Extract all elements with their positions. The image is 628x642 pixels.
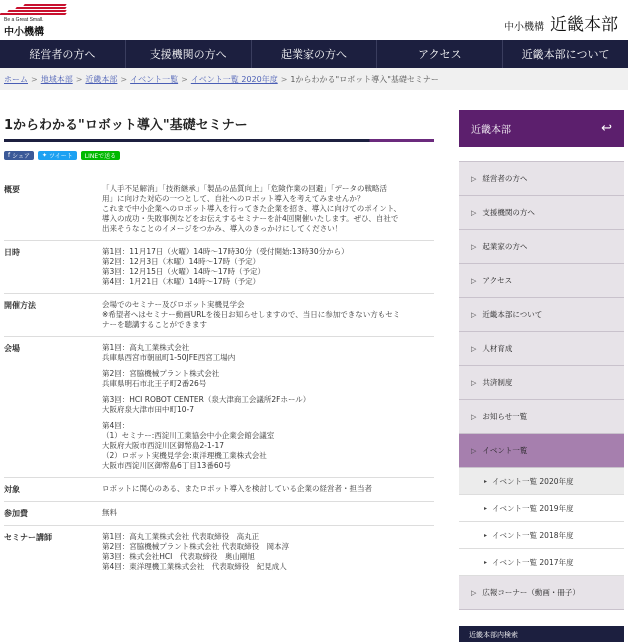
triangle-right-icon: ▷ <box>471 208 477 217</box>
breadcrumb-regional[interactable]: 地域本部 <box>40 74 73 84</box>
site-header <box>0 0 628 40</box>
info-line: 第1回：高丸工業株式会社 <box>102 343 190 352</box>
triangle-right-icon: ▷ <box>471 344 477 353</box>
breadcrumb-events[interactable]: イベント一覧 <box>130 74 179 84</box>
info-value <box>102 532 434 572</box>
sidebar-item-managers[interactable] <box>459 162 624 196</box>
sidebar-subitem-2020[interactable] <box>459 468 624 495</box>
info-line: 大阪府大阪市西淀川区御幣島2-1-17 <box>102 441 224 450</box>
breadcrumb-kinki[interactable]: 近畿本部 <box>85 74 118 84</box>
info-row-target <box>4 478 434 502</box>
sidebar-item-label: お知らせ一覧 <box>482 412 528 421</box>
info-row-method <box>4 294 434 337</box>
info-value <box>102 247 434 287</box>
global-nav <box>0 40 628 68</box>
site-logo[interactable] <box>4 4 74 38</box>
twitter-icon: ✦ <box>42 152 48 159</box>
info-line: 第1回：11月17日（火曜）14時〜17時30分（受付開始:13時30分から） <box>102 247 349 256</box>
info-value <box>102 343 434 471</box>
triangle-right-icon: ▷ <box>471 242 477 251</box>
info-label: 会場 <box>4 344 20 353</box>
info-line: 大阪市西淀川区御幣島6丁目13番60号 <box>102 461 231 470</box>
info-line: 第4回：東洋理機工業株式会社 代表取締役 紀見成人 <box>102 562 287 571</box>
sidebar-subitem-label: イベント一覧 2017年度 <box>492 557 574 567</box>
breadcrumb-separator: > <box>75 74 83 84</box>
info-row-fee <box>4 502 434 526</box>
breadcrumb-separator: > <box>280 74 288 84</box>
triangle-right-icon: ▷ <box>471 174 477 183</box>
facebook-share-label: シェア <box>12 153 31 160</box>
sidebar-subitem-label: イベント一覧 2020年度 <box>492 476 574 486</box>
info-line: 第4回：1月21日（木曜）14時〜17時（予定） <box>102 277 261 286</box>
info-line: 第3回：HCI ROBOT CENTER（泉大津商工会議所2Fホール） <box>102 395 311 404</box>
sidebar-subitem-2017[interactable] <box>459 549 624 576</box>
logo-stripes-icon <box>4 4 74 16</box>
sidebar-item-entrepreneurs[interactable] <box>459 230 624 264</box>
org-big: 近畿本部 <box>550 15 618 35</box>
sidebar-item-label: アクセス <box>482 276 513 285</box>
sidebar-item-pr[interactable] <box>459 576 624 610</box>
logo-name: 中小機構 <box>4 27 44 38</box>
main-content <box>0 100 436 578</box>
share-buttons <box>4 151 436 160</box>
info-line: 兵庫県明石市北王子町2番26号 <box>102 379 207 388</box>
triangle-small-icon: ▸ <box>484 504 488 512</box>
sidebar-subitem-2019[interactable] <box>459 495 624 522</box>
sidebar-item-label: 近畿本部について <box>482 310 543 319</box>
info-label: 概要 <box>4 185 20 194</box>
breadcrumb-current: 1からわかる"ロボット導入"基礎セミナー <box>290 74 439 84</box>
triangle-small-icon: ▸ <box>484 477 488 485</box>
info-line: 大阪府泉大津市田中町10-7 <box>102 405 195 414</box>
info-line: 第3回：株式会社HCI 代表取締役 奥山剛旭 <box>102 552 255 561</box>
info-row-overview <box>4 178 434 241</box>
breadcrumb-separator: > <box>31 74 38 84</box>
info-line: 第2回：宮脇機械プラント株式会社 <box>102 369 220 378</box>
breadcrumb-home[interactable]: ホーム <box>4 74 28 84</box>
org-small: 中小機構 <box>504 22 544 33</box>
triangle-right-icon: ▷ <box>471 276 477 285</box>
info-label: セミナー講師 <box>4 533 52 542</box>
sidebar-menu <box>459 161 624 610</box>
sidebar-item-label: イベント一覧 <box>482 446 528 455</box>
info-value <box>102 484 434 495</box>
page-title: 1からわかる"ロボット導入"基礎セミナー <box>4 118 248 133</box>
info-label: 開催方法 <box>4 301 36 310</box>
info-line: ナーを聴講することができます <box>102 320 207 329</box>
info-line: 第3回：12月15日（火曜）14時〜17時（予定） <box>102 267 265 276</box>
nav-item-access[interactable]: アクセス <box>377 40 503 68</box>
triangle-right-icon: ▷ <box>471 412 477 421</box>
info-label: 日時 <box>4 248 20 257</box>
nav-item-about[interactable]: 近畿本部について <box>521 48 610 61</box>
info-label: 参加費 <box>4 509 28 518</box>
nav-item-support-agencies[interactable]: 支援機関の方へ <box>126 40 252 68</box>
info-line: 兵庫県西宮市朝凪町1-50JFE西宮工場内 <box>102 353 236 362</box>
line-share-label: LINEで送る <box>84 153 117 160</box>
info-value <box>102 300 434 330</box>
back-arrow-icon[interactable]: ↩ <box>601 121 612 136</box>
triangle-small-icon: ▸ <box>484 558 488 566</box>
triangle-right-icon: ▷ <box>471 310 477 319</box>
sidebar-item-news[interactable] <box>459 400 624 434</box>
info-line: 「人手不足解消」「技術継承」「製品の品質向上」「危険作業の回避」「データの戦略活 <box>102 184 387 193</box>
logo-tagline: Be a Great Small. <box>4 17 44 23</box>
sidebar-item-hr[interactable] <box>459 332 624 366</box>
sidebar-heading[interactable] <box>459 110 624 147</box>
info-value <box>102 184 434 234</box>
twitter-share-button[interactable] <box>38 151 77 160</box>
info-line: 第2回：宮脇機械プラント株式会社 代表取締役 岡本淳 <box>102 542 290 551</box>
twitter-share-label: ツイート <box>49 153 73 160</box>
info-line: 第1回：高丸工業株式会社 代表取締役 高丸正 <box>102 532 260 541</box>
info-line: 用」に向けた対応の一つとして、自社へのロボット導入を考えてみませんか？ <box>102 194 365 203</box>
info-line: ※希望者へはセミナー動画URLを後日お知らせしますので、当日に参加できない方もセミ <box>102 310 401 319</box>
info-line: 出来そうなことのイメージをつかみ、導入のきっかけにしてください！ <box>102 224 343 233</box>
nav-item-entrepreneurs[interactable]: 起業家の方へ <box>252 40 378 68</box>
info-line: 会場でのセミナー及びロボット実機見学会 <box>102 300 245 309</box>
info-row-datetime <box>4 241 434 294</box>
sidebar-item-label: 広報コーナー（動画・冊子） <box>482 588 580 597</box>
sidebar-item-events[interactable] <box>459 434 624 468</box>
triangle-right-icon: ▷ <box>471 588 477 597</box>
info-line: （2）ロボット実機見学会:東洋理機工業株式会社 <box>102 451 267 460</box>
info-value <box>102 508 434 519</box>
sidebar-item-label: 支援機関の方へ <box>482 208 535 217</box>
sidebar-subitem-label: イベント一覧 2018年度 <box>492 530 574 540</box>
breadcrumb-events-2020[interactable]: イベント一覧 2020年度 <box>190 74 278 84</box>
breadcrumb <box>0 68 628 90</box>
info-line: 第2回：12月3日（木曜）14時〜17時（予定） <box>102 257 261 266</box>
info-line: 無料 <box>102 508 117 517</box>
sidebar-item-about[interactable] <box>459 298 624 332</box>
sidebar-item-label: 共済制度 <box>482 378 513 387</box>
line-share-button[interactable] <box>81 151 120 160</box>
breadcrumb-separator: > <box>120 74 128 84</box>
info-label: 対象 <box>4 485 20 494</box>
org-title <box>504 10 618 35</box>
info-line: （1）セミナー:西淀川工業協会中小企業会館会議室 <box>102 431 275 440</box>
sidebar-heading-label: 近畿本部 <box>471 125 511 136</box>
info-row-speakers <box>4 526 434 578</box>
sidebar-item-support[interactable] <box>459 196 624 230</box>
triangle-right-icon: ▷ <box>471 446 477 455</box>
triangle-small-icon: ▸ <box>484 531 488 539</box>
triangle-right-icon: ▷ <box>471 378 477 387</box>
sidebar-subitem-2018[interactable] <box>459 522 624 549</box>
sidebar-item-label: 人材育成 <box>482 344 513 353</box>
event-info-table <box>4 178 434 578</box>
info-line: 導入の成功・失敗事例などをお伝えするセミナーを計4回開催いたします。ぜひ、自社で <box>102 214 399 223</box>
sidebar-item-access[interactable] <box>459 264 624 298</box>
nav-item-managers[interactable]: 経営者の方へ <box>0 40 126 68</box>
facebook-icon: f <box>8 152 11 159</box>
breadcrumb-separator: > <box>181 74 188 84</box>
facebook-share-button[interactable] <box>4 151 34 160</box>
info-line: ロボットに関心のある、またロボット導入を検討している企業の経営者・担当者 <box>102 484 372 493</box>
sidebar-item-label: 経営者の方へ <box>482 174 528 183</box>
info-row-venue <box>4 337 434 478</box>
title-divider <box>4 139 434 142</box>
info-line: これまで中小企業へのロボット導入を行ってきた企業を招き、導入に向けてのポイント、 <box>102 204 402 213</box>
sidebar <box>459 110 624 610</box>
sidebar-item-label: 起業家の方へ <box>482 242 528 251</box>
sidebar-subitem-label: イベント一覧 2019年度 <box>492 503 574 513</box>
sidebar-search-heading: 近畿本部内検索 <box>459 626 624 642</box>
info-line: 第4回： <box>102 421 130 430</box>
sidebar-item-mutual-aid[interactable] <box>459 366 624 400</box>
